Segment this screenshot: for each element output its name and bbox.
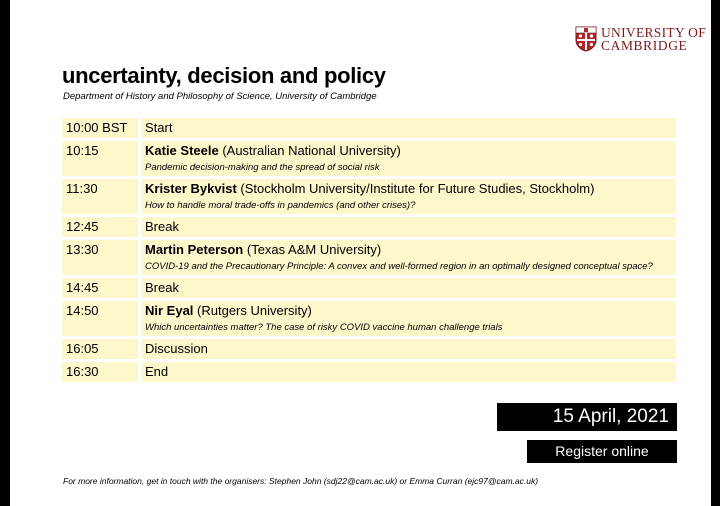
speaker-name: Katie Steele [145,143,219,158]
schedule-label: Break [145,280,179,295]
schedule-row [62,240,676,275]
page-title: uncertainty, decision and policy [62,63,386,88]
schedule-row [62,301,676,336]
speaker-affiliation: (Rutgers University) [193,303,312,318]
poster-page [10,0,711,506]
schedule-entry [141,278,676,298]
register-online-button[interactable]: Register online [527,440,677,463]
speaker-name: Martin Peterson [145,242,244,257]
schedule-entry [141,240,676,275]
schedule-time: 10:15 [62,141,138,176]
speaker-line [145,143,672,159]
speaker-line [145,242,672,258]
schedule-entry [141,118,676,138]
schedule-row [62,278,676,298]
logo-text-line2: CAMBRIDGE [601,38,688,53]
talk-title: Which uncertainties matter? The case of risky COVID vaccine human challenge trials [145,322,503,333]
speaker-line [145,181,672,197]
schedule-entry [141,301,676,336]
schedule-label: Discussion [145,341,208,356]
schedule-entry [141,179,676,214]
speaker-affiliation: (Texas A&M University) [243,242,382,257]
speaker-affiliation: (Stockholm University/Institute for Future Studies, Stockholm) [236,181,595,196]
schedule-time: 14:45 [62,278,138,298]
schedule-time: 12:45 [62,217,138,237]
speaker-affiliation: (Australian National University) [218,143,401,158]
schedule-label: Break [145,219,179,234]
schedule-entry [141,339,676,359]
schedule-row [62,141,676,176]
schedule-entry [141,217,676,237]
cambridge-crest-icon [575,26,597,52]
schedule-time: 16:05 [62,339,138,359]
schedule-label: Start [145,120,173,135]
schedule-label: End [145,364,169,379]
university-logo [575,25,707,54]
page-subtitle: Department of History and Philosophy of Science, University of Cambridge [63,91,377,102]
schedule-time: 13:30 [62,240,138,275]
schedule-row [62,217,676,237]
schedule-time: 14:50 [62,301,138,336]
schedule-time: 16:30 [62,362,138,382]
schedule-time: 10:00 BST [62,118,138,138]
talk-title: Pandemic decision-making and the spread of social risk [145,162,380,173]
speaker-name: Krister Bykvist [145,181,237,196]
talk-title: COVID-19 and the Precautionary Principle: A convex and well-formed region in an optimally designed conceptual space? [145,261,653,272]
schedule-row [62,339,676,359]
schedule-table [62,118,676,385]
event-date-badge: 15 April, 2021 [497,403,677,431]
schedule-entry [141,362,676,382]
talk-title: How to handle moral trade-offs in pandemics (and other crises)? [145,200,416,211]
speaker-name: Nir Eyal [145,303,194,318]
schedule-row [62,362,676,382]
speaker-line [145,303,672,319]
logo-text-line1: UNIVERSITY OF [601,25,707,40]
schedule-time: 11:30 [62,179,138,214]
schedule-entry [141,141,676,176]
schedule-row [62,179,676,214]
contact-footer: For more information, get in touch with the organisers: Stephen John (sdj22@cam.ac.uk) or Emma Curran (ejc97@cam.ac.uk) [63,476,539,486]
schedule-row [62,118,676,138]
